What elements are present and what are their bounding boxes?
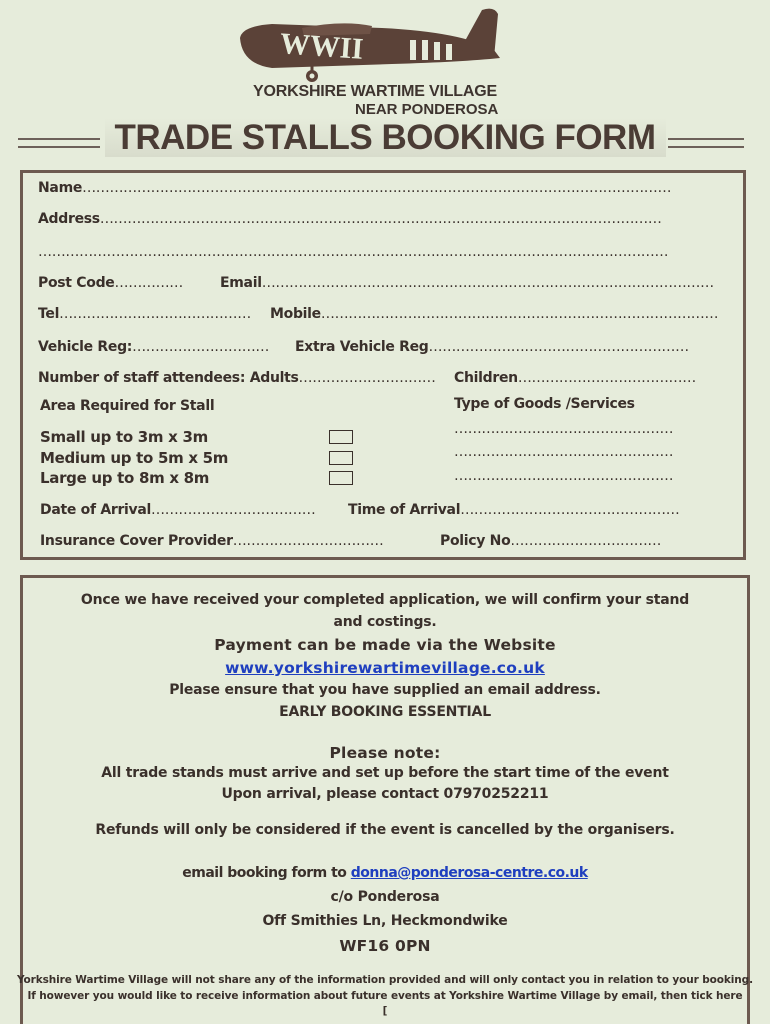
confirm-text-2: and costings. bbox=[333, 614, 437, 630]
address-line-1: c/o Ponderosa bbox=[330, 889, 440, 905]
org-name bbox=[0, 83, 770, 101]
address-field[interactable]: Address…………………………………………………………………………………………………………… bbox=[38, 211, 662, 227]
early-booking: EARLY BOOKING ESSENTIAL bbox=[279, 704, 491, 720]
email-booking-label: email booking form to bbox=[182, 865, 347, 881]
privacy-tick-box[interactable]: [ bbox=[382, 1005, 388, 1017]
privacy-text-1: Yorkshire Wartime Village will not share any of the information provided and will only contact you in relation to your booking. bbox=[17, 974, 753, 986]
org-name-line1: YORKSHIRE WARTIME VILLAGE bbox=[253, 83, 497, 100]
children-field[interactable]: Children………………………………… bbox=[454, 370, 696, 386]
size-small-label: Small up to 3m x 3m bbox=[40, 428, 208, 446]
goods-line-2[interactable]: ………………………………………… bbox=[454, 444, 674, 460]
size-small-checkbox[interactable] bbox=[329, 430, 353, 444]
address-field-line2[interactable]: ………………………………………………………………………………………………………………………… bbox=[38, 244, 669, 260]
size-large-label: Large up to 8m x 8m bbox=[40, 469, 210, 487]
refunds-text: Refunds will only be considered if the event is cancelled by the organisers. bbox=[95, 822, 675, 838]
staff-adults-field[interactable]: Number of staff attendees: Adults………………………… bbox=[38, 370, 436, 386]
page-title-text: TRADE STALLS BOOKING FORM bbox=[105, 118, 666, 157]
page-title bbox=[0, 118, 770, 158]
privacy-text-2: If however you would like to receive information about future events at Yorkshire Wartime Village by email, then tick here bbox=[27, 990, 743, 1002]
wwii-plane-logo bbox=[232, 6, 532, 86]
payment-text: Payment can be made via the Website bbox=[214, 636, 556, 654]
note-text-1: All trade stands must arrive and set up before the start time of the event bbox=[101, 765, 669, 781]
address-line-3: WF16 0PN bbox=[339, 937, 431, 955]
insurance-field[interactable]: Insurance Cover Provider…………………………… bbox=[40, 533, 384, 549]
confirm-text-1: Once we have received your completed application, we will confirm your stand bbox=[80, 592, 690, 608]
postcode-field[interactable]: Post Code…………… bbox=[38, 275, 184, 291]
area-required-label: Area Required for Stall bbox=[40, 398, 215, 414]
email-link[interactable]: donna@ponderosa-centre.co.uk bbox=[350, 865, 588, 881]
logo-text: WWII bbox=[278, 27, 365, 66]
email-note: Please ensure that you have supplied an email address. bbox=[169, 682, 601, 698]
type-of-goods-label: Type of Goods /Services bbox=[454, 396, 635, 412]
goods-line-1[interactable]: ………………………………………… bbox=[454, 421, 674, 437]
goods-line-3[interactable]: ………………………………………… bbox=[454, 468, 674, 484]
name-field[interactable]: Name………………………………………………………………………………………………………………… bbox=[38, 180, 672, 196]
size-large-checkbox[interactable] bbox=[329, 471, 353, 485]
email-field[interactable]: Email……………………………………………………………………………………… bbox=[220, 275, 714, 291]
date-arrival-field[interactable]: Date of Arrival……………………………… bbox=[40, 502, 316, 518]
mobile-field[interactable]: Mobile…………………………………………………………………………… bbox=[270, 306, 719, 322]
address-line-2: Off Smithies Ln, Heckmondwike bbox=[262, 913, 508, 929]
email-booking-row bbox=[0, 865, 770, 881]
time-arrival-field[interactable]: Time of Arrival………………………………………… bbox=[348, 502, 680, 518]
extra-vehicle-reg-field[interactable]: Extra Vehicle Reg………………………………………………… bbox=[295, 339, 689, 355]
note-title: Please note: bbox=[329, 744, 441, 762]
org-subname: NEAR PONDEROSA bbox=[355, 101, 499, 118]
tel-field[interactable]: Tel…………………………………… bbox=[38, 306, 251, 322]
website-link-row bbox=[0, 659, 770, 677]
size-medium-checkbox[interactable] bbox=[329, 451, 353, 465]
website-link[interactable]: www.yorkshirewartimevillage.co.uk bbox=[225, 659, 545, 677]
policy-field[interactable]: Policy No…………………………… bbox=[440, 533, 662, 549]
size-medium-label: Medium up to 5m x 5m bbox=[40, 449, 229, 467]
vehicle-reg-field[interactable]: Vehicle Reg:………………………… bbox=[38, 339, 270, 355]
note-text-2: Upon arrival, please contact 07970252211 bbox=[221, 786, 549, 802]
